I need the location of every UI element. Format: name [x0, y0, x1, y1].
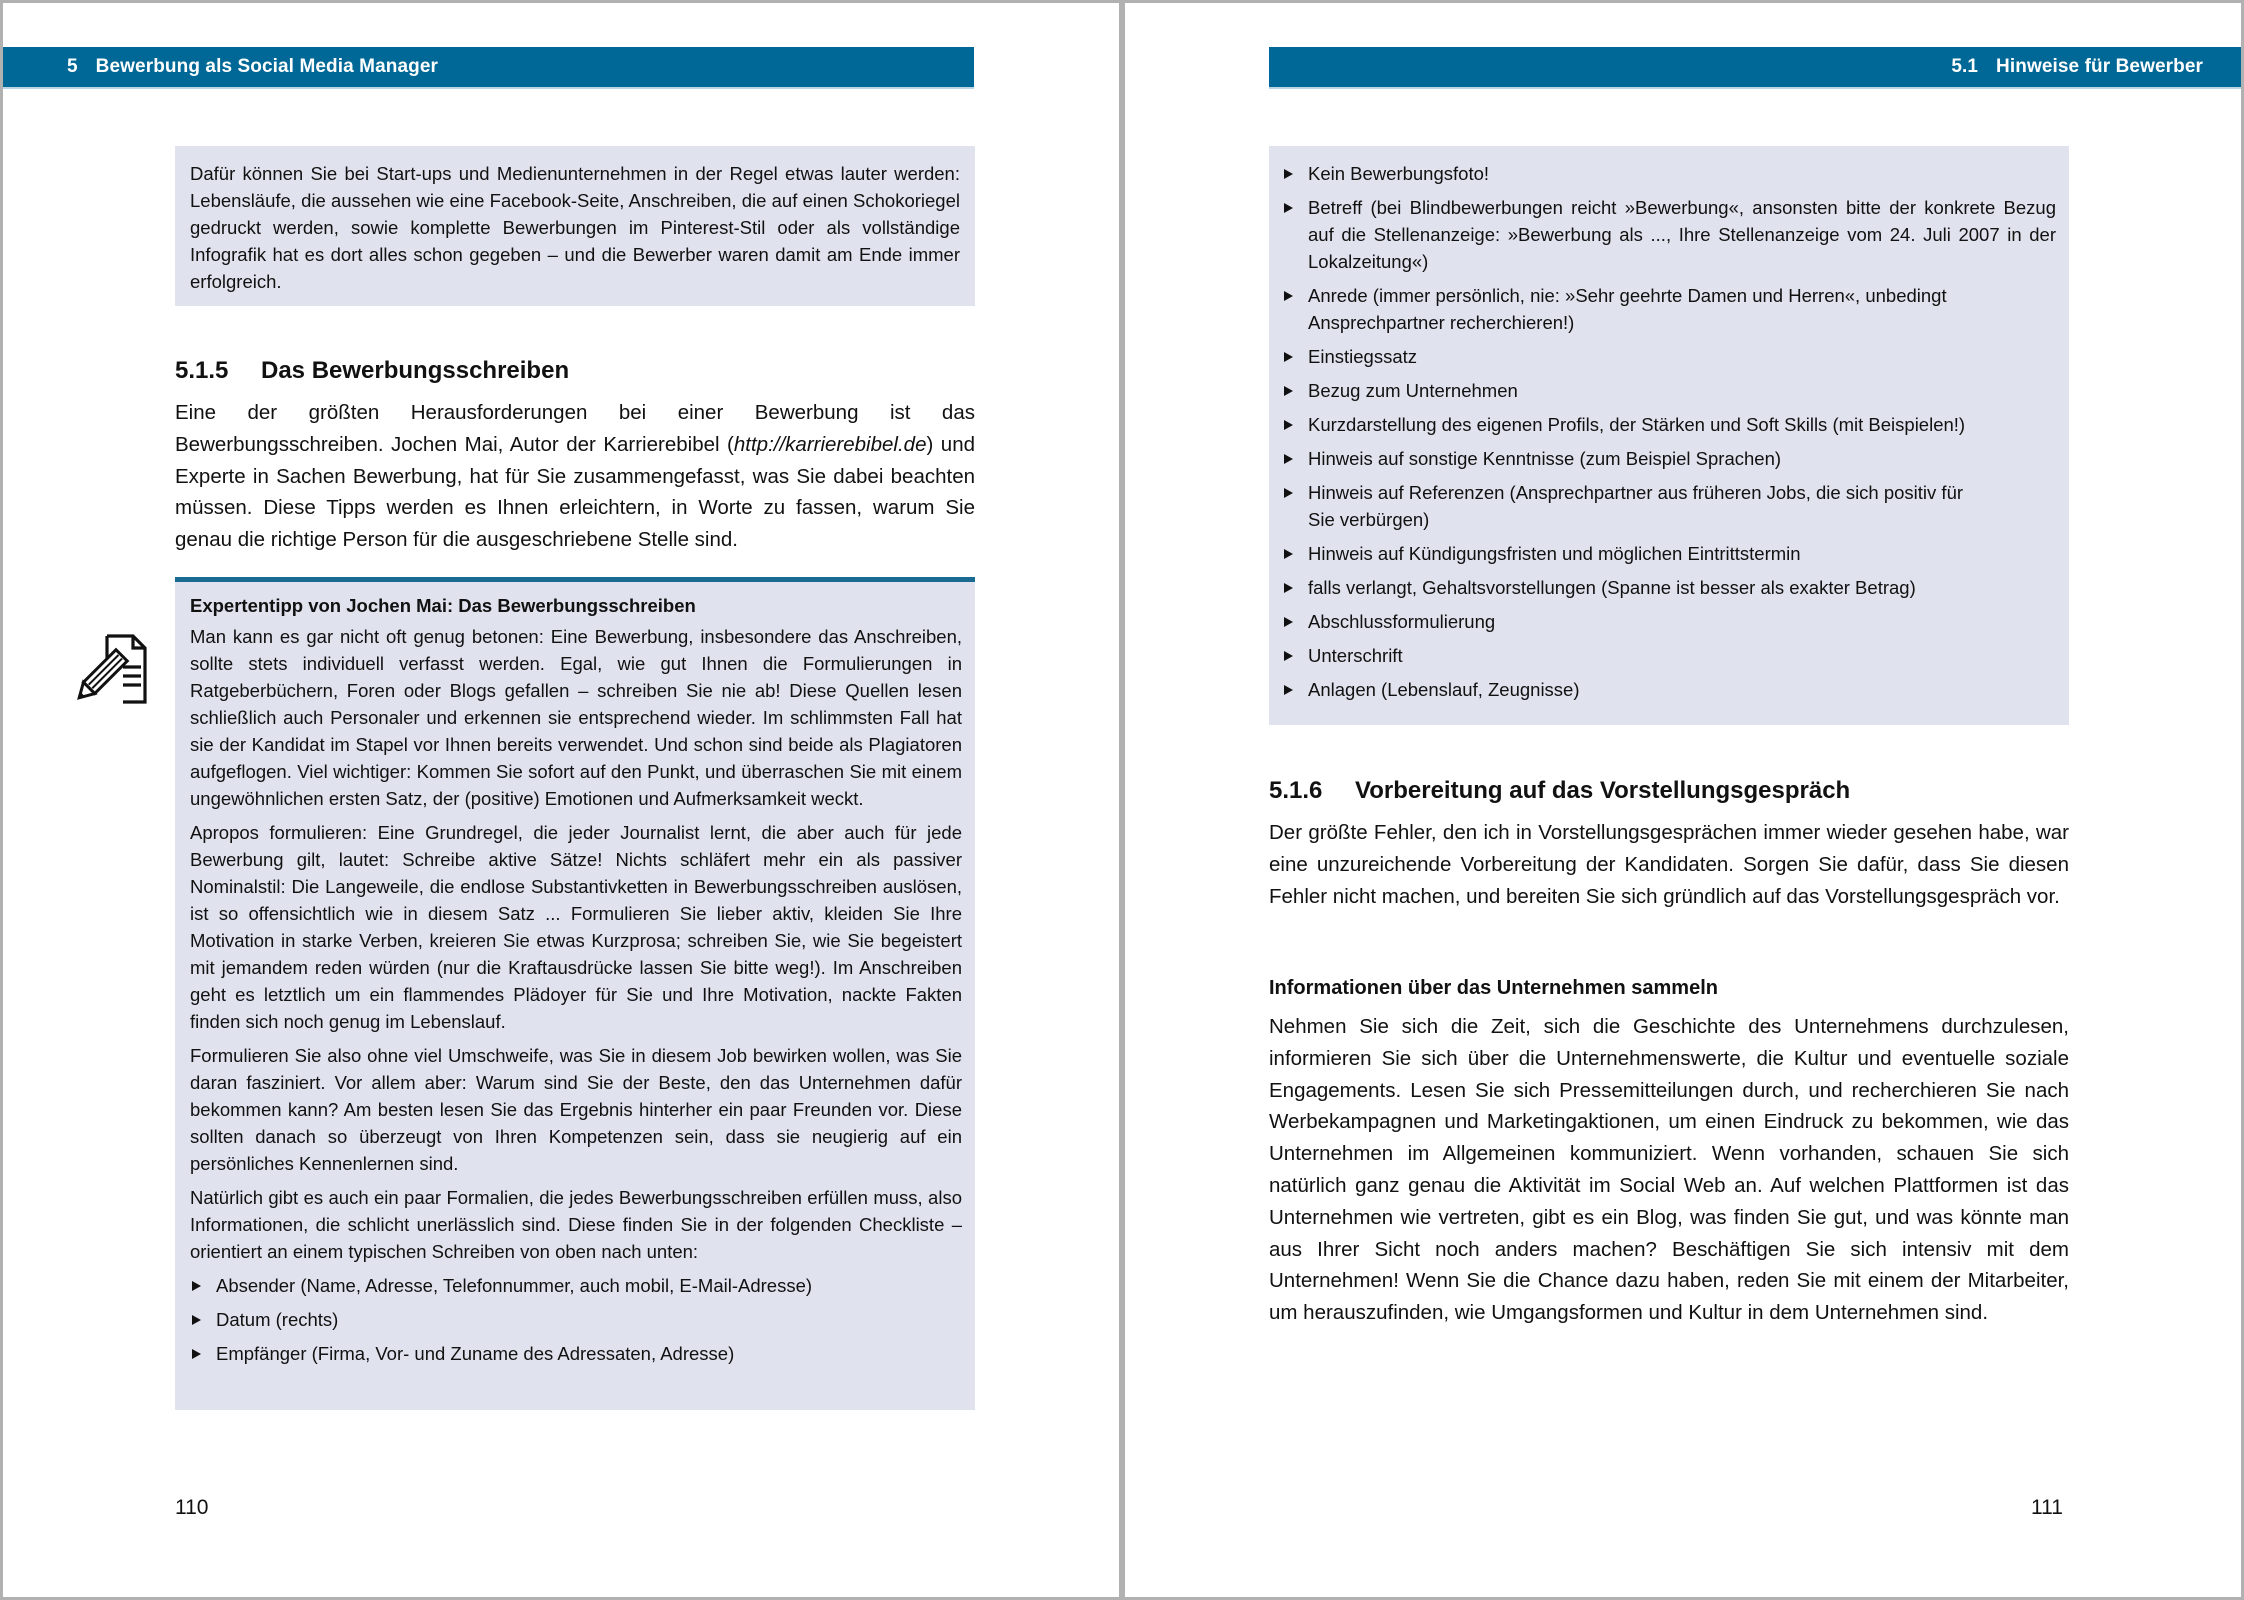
triangle-bullet-icon: [1284, 617, 1293, 627]
section-title: Das Bewerbungsschreiben: [261, 357, 570, 384]
checklist-item: [1282, 377, 2056, 404]
letter-checklist: [1282, 160, 2056, 703]
checklist-item-text: Anrede (immer persönlich, nie: »Sehr geehrte Damen und Herren«, unbedingt Ansprechpartner recherchieren!): [1308, 285, 1947, 333]
triangle-bullet-icon: [1284, 685, 1293, 695]
checklist-item-text: Hinweis auf sonstige Kenntnisse (zum Beispiel Sprachen): [1308, 448, 1782, 469]
checklist-item: [1282, 574, 2056, 601]
checklist-item: [1282, 676, 2056, 703]
subsection-heading: Informationen über das Unternehmen sammeln: [1269, 977, 1718, 999]
section-title-header: Hinweise für Bewerber: [1996, 56, 2203, 77]
triangle-bullet-icon: [1284, 583, 1293, 593]
left-page: [3, 3, 1119, 1597]
tip-paragraph: Natürlich gibt es auch ein paar Formalien, die jedes Bewerbungsschreiben erfüllen muss, also Informationen, die schlicht unerlässlich sind. Diese finden Sie in der folgenden Checkliste – orientiert an einem typischen Schreiben von oben nach unten:: [190, 1187, 962, 1262]
checklist-item-text: Hinweis auf Referenzen (Ansprechpartner aus früheren Jobs, die sich positiv für Sie verbürgen): [1308, 482, 1964, 530]
karrierebibel-link[interactable]: http://karrierebibel.de: [733, 432, 927, 456]
triangle-bullet-icon: [1284, 169, 1293, 179]
paragraph-text: ) und Experte in Sachen Bewerbung, hat für Sie zusammengefasst, was Sie dabei beachten müssen. Diese Tipps werden es Ihnen erleichtern, in Worte zu fassen, warum Sie genau die richtige Person für die ausgeschriebene Stelle sind.: [175, 432, 975, 552]
checklist-item-text: Betreff (bei Blindbewerbungen reicht »Bewerbung«, ansonsten bitte der konkrete Bezug auf die Stellenanzeige: »Bewerbung als ..., Ihre Stellenanzeige vom 24. Juli 2007 in der Lokalzeitung«): [1308, 197, 2056, 272]
triangle-bullet-icon: [1284, 488, 1293, 498]
triangle-bullet-icon: [192, 1349, 201, 1359]
document-pencil-icon: [67, 628, 159, 710]
tip-checklist: [190, 1272, 962, 1367]
checklist-item: [1282, 160, 2056, 187]
triangle-bullet-icon: [192, 1315, 201, 1325]
running-header-right: [1269, 47, 2241, 89]
page-number-right: 111: [2031, 1496, 2063, 1519]
checklist-item: [1282, 608, 2056, 635]
checklist-item-text: Bezug zum Unternehmen: [1308, 380, 1518, 401]
checklist-item: [190, 1272, 962, 1299]
section-515-paragraph: [175, 397, 975, 556]
section-title: Vorbereitung auf das Vorstellungsgespräch: [1355, 777, 1851, 804]
triangle-bullet-icon: [192, 1281, 201, 1291]
tip-paragraph: Apropos formulieren: Eine Grundregel, die jeder Journalist lernt, die aber auch für jede Bewerbung gilt, lautet: Schreibe aktive Sätze! Nichts schläfert mehr ein als passiver Nominalstil: Die Langeweile, die endlose Substantivketten in Bewerbungsschreiben auslösen, ist so offensichtlich wie in diesem Satz ... Formulieren Sie lieber aktiv, kleiden Sie Ihre Motivation in starke Verben, kreieren Sie etwas Kurzprosa; schreiben Sie, wie Sie begeistert mit jemandem reden würden (nur die Kraftausdrücke lassen Sie bitte weg!). Im Anschreiben geht es letztlich um ein flammendes Plädoyer für Sie und Ihre Motivation, nackte Fakten finden sich noch genug im Lebenslauf.: [190, 822, 962, 1032]
expert-tip-box: [175, 577, 975, 1410]
checklist-item: [1282, 343, 2056, 370]
checklist-item: [1282, 540, 2056, 567]
checklist-item-text: Kein Bewerbungsfoto!: [1308, 163, 1490, 184]
checklist-item: [1282, 479, 2056, 533]
chapter-title: Bewerbung als Social Media Manager: [95, 56, 439, 77]
checklist-item-text: Einstiegssatz: [1308, 346, 1417, 367]
paragraph-text: Eine der größten Herausforderungen bei einer Bewerbung ist das Bewerbungsschreiben. Jochen Mai, Autor der Karrierebibel (: [175, 401, 975, 456]
tip-paragraph: Man kann es gar nicht oft genug betonen: Eine Bewerbung, insbesondere das Anschreiben, sollte stets individuell verfasst werden. Egal, wie gut Ihnen die Formulierungen in Ratgeberbüchern, Foren oder Blogs gefallen – schreiben Sie nie ab! Diese Quellen lesen schließlich auch Personaler und erkennen sie entsprechend wieder. Im schlimmsten Fall hat sie der Kandidat im Stapel vor Ihnen bereits verwendet. Und schon sind beide als Plagiatoren aufgeflogen. Viel wichtiger: Kommen Sie sofort auf den Punkt, und überraschen Sie mit einem ungewöhnlichen ersten Satz, der (positive) Emotionen und Aufmerksamkeit weckt.: [190, 626, 962, 809]
page-number-left: 110: [175, 1496, 209, 1519]
triangle-bullet-icon: [1284, 549, 1293, 559]
checklist-box: [1269, 146, 2069, 725]
triangle-bullet-icon: [1284, 651, 1293, 661]
checklist-item-text: Datum (rechts): [216, 1309, 339, 1330]
checklist-item-text: Absender (Name, Adresse, Telefonnummer, auch mobil, E-Mail-Adresse): [216, 1275, 813, 1296]
section-heading-516: [1269, 777, 1850, 805]
running-header-left: [3, 47, 974, 89]
section-number: 5.1.6: [1269, 777, 1323, 804]
checklist-item-text: Anlagen (Lebenslauf, Zeugnisse): [1308, 679, 1580, 700]
tip-title: Expertentipp von Jochen Mai: Das Bewerbungsschreiben: [190, 595, 696, 616]
triangle-bullet-icon: [1284, 352, 1293, 362]
checklist-item-text: falls verlangt, Gehaltsvorstellungen (Spanne ist besser als exakter Betrag): [1308, 577, 1916, 598]
chapter-number: 5: [67, 56, 78, 77]
checklist-item-text: Abschlussformulierung: [1308, 611, 1496, 632]
checklist-item: [190, 1340, 962, 1367]
checklist-item-text: Unterschrift: [1308, 645, 1403, 666]
triangle-bullet-icon: [1284, 420, 1293, 430]
subsection-paragraph: Nehmen Sie sich die Zeit, sich die Geschichte des Unternehmens durchzulesen, informieren Sie sich über die Unternehmenswerte, die Kultur und eventuelle soziale Engagements. Lesen Sie sich Pressemitteilungen durch, und recherchieren Sie nach Werbekampagnen und Marketingaktionen, um einen Eindruck zu bekommen, wie das Unternehmen im Allgemeinen kommuniziert. Wenn vorhanden, schauen Sie sich natürlich ganz genau die Aktivität im Social Web an. Auf welchen Plattformen ist das Unternehmen wie vertreten, gibt es ein Blog, was finden Sie gut, und was könnte man aus Ihrer Sicht noch anders machen? Beschäftigen Sie sich intensiv mit dem Unternehmen! Wenn Sie die Chance dazu haben, reden Sie mit einem der Mitarbeiter, um herauszufinden, wie Umgangsformen und Kultur in dem Unternehmen sind.: [1269, 1015, 2069, 1325]
section-516-paragraph: Der größte Fehler, den ich in Vorstellungsgesprächen immer wieder gesehen habe, war eine unzureichende Vorbereitung der Kandidaten. Sorgen Sie dafür, dass Sie diesen Fehler nicht machen, und bereiten Sie sich gründlich auf das Vorstellungsgespräch vor.: [1269, 821, 2069, 908]
triangle-bullet-icon: [1284, 386, 1293, 396]
section-number-header: 5.1: [1951, 56, 1979, 77]
checklist-item: [1282, 411, 2056, 438]
triangle-bullet-icon: [1284, 203, 1293, 213]
checklist-item: [1282, 642, 2056, 669]
checklist-item: [1282, 194, 2056, 275]
tip-paragraph: Formulieren Sie also ohne viel Umschweife, was Sie in diesem Job bewirken wollen, was Sie daran fasziniert. Vor allem aber: Warum sind Sie der Beste, den das Unternehmen dafür bekommen kann? Am besten lesen Sie das Ergebnis hinterher ein paar Freunden vor. Diese sollten danach so überzeugt von Ihren Kompetenzen sein, dass sie neugierig auf ein persönliches Kennenlernen sind.: [190, 1045, 962, 1174]
right-page: [1125, 3, 2241, 1597]
intro-box-text: Dafür können Sie bei Start-ups und Medienunternehmen in der Regel etwas lauter werden: Lebensläufe, die aussehen wie eine Facebook-Seite, Anschreiben, die auf einen Schokoriegel gedruckt werden, sowie komplette Bewerbungen im Pinterest-Stil oder als vollständige Infografik hat es dort alles schon gegeben – und die Bewerber waren damit am Ende immer erfolgreich.: [190, 163, 960, 292]
checklist-item: [190, 1306, 962, 1333]
intro-box: [175, 146, 975, 306]
section-number: 5.1.5: [175, 357, 229, 384]
checklist-item: [1282, 445, 2056, 472]
checklist-item-text: Empfänger (Firma, Vor- und Zuname des Adressaten, Adresse): [216, 1343, 735, 1364]
checklist-item-text: Hinweis auf Kündigungsfristen und möglichen Eintrittstermin: [1308, 543, 1801, 564]
triangle-bullet-icon: [1284, 291, 1293, 301]
section-heading-515: [175, 357, 569, 385]
triangle-bullet-icon: [1284, 454, 1293, 464]
checklist-item-text: Kurzdarstellung des eigenen Profils, der Stärken und Soft Skills (mit Beispielen!): [1308, 414, 1966, 435]
checklist-item: [1282, 282, 2056, 336]
